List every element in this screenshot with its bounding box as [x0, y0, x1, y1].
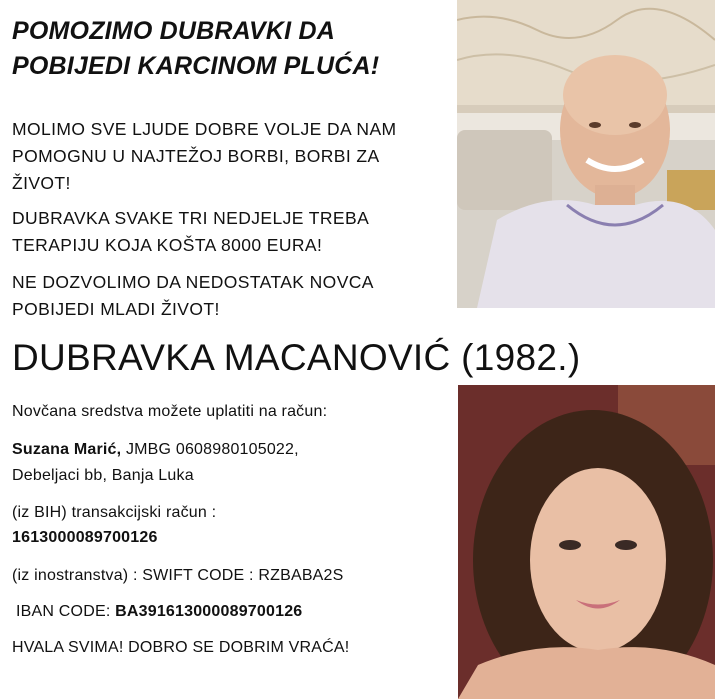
bank-intro: Novčana sredstva možete uplatiti na račun: [12, 403, 328, 420]
appeal-paragraph-1 [12, 116, 452, 197]
iban-value: BA391613000089700126 [115, 603, 303, 620]
account-holder [12, 441, 299, 459]
appeal-line: TERAPIJU KOJA KOŠTA 8000 EURA! [12, 235, 323, 255]
domestic-label: (iz BIH) transakcijski račun : [12, 504, 217, 521]
person-name: DUBRAVKA MACANOVIĆ [12, 337, 451, 378]
headline [12, 14, 442, 84]
appeal-line: MOLIMO SVE LJUDE DOBRE VOLJE DA NAM [12, 119, 397, 139]
swift-line: (iz inostranstva) : SWIFT CODE : RZBABA2S [12, 567, 344, 584]
person-name-line [12, 333, 580, 383]
appeal-line: POMOGNU U NAJTEŽOJ BORBI, BORBI ZA [12, 146, 380, 166]
holder-jmbg: JMBG 0608980105022, [121, 441, 299, 458]
photo-treatment [457, 0, 715, 308]
appeal-line: NE DOZVOLIMO DA NEDOSTATAK NOVCA [12, 272, 374, 292]
holder-address: Debeljaci bb, Banja Luka [12, 467, 194, 484]
iban-label: IBAN CODE: [16, 603, 116, 620]
appeal-paragraph-3 [12, 269, 452, 323]
thanks-line: HVALA SVIMA! DOBRO SE DOBRIM VRAĆA! [12, 639, 350, 656]
headline-line-2: POBIJEDI KARCINOM PLUĆA! [12, 52, 380, 80]
iban-line [16, 603, 302, 621]
photo-portrait [458, 385, 715, 699]
holder-name: Suzana Marić, [12, 441, 122, 458]
appeal-line: ŽIVOT! [12, 173, 71, 193]
appeal-paragraph-2 [12, 205, 452, 259]
domestic-account: 1613000089700126 [12, 529, 158, 546]
appeal-line: DUBRAVKA SVAKE TRI NEDJELJE TREBA [12, 208, 370, 228]
person-birth-year: (1982.) [461, 337, 581, 378]
headline-line-1: POMOZIMO DUBRAVKI DA [12, 17, 335, 45]
appeal-line: POBIJEDI MLADI ŽIVOT! [12, 299, 220, 319]
